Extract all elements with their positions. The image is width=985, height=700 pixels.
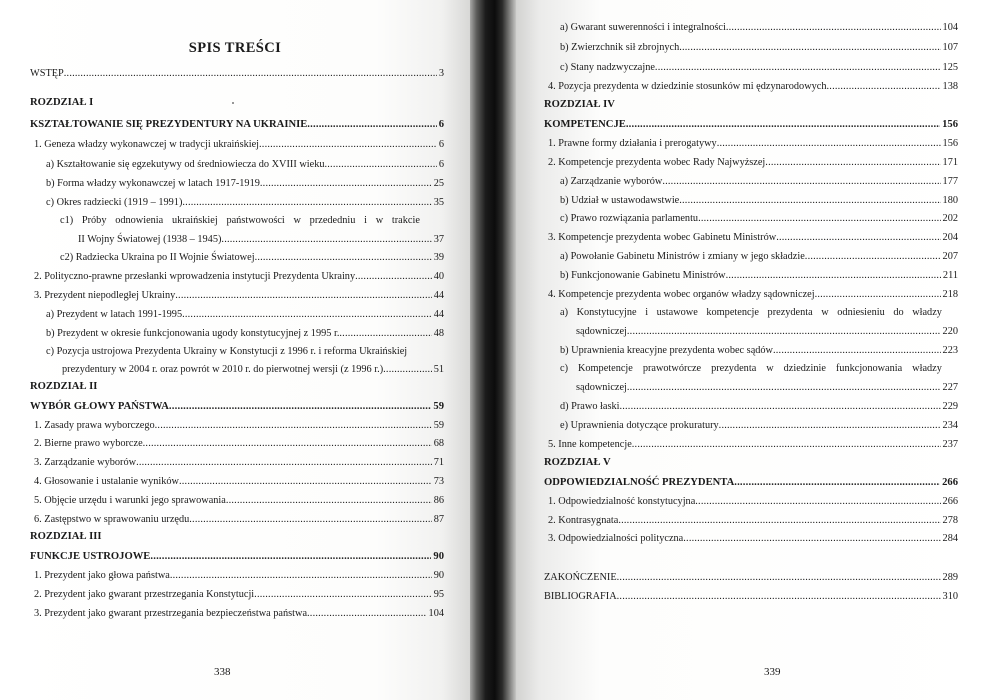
toc-entry-multiline-line2: sądowniczej ..... 220 bbox=[576, 325, 958, 338]
toc-entry: c2) Radziecka Ukraina po II Wojnie Światowej ..... 39 bbox=[60, 251, 444, 264]
toc-entry: 6. Zastępstwo w sprawowaniu urzędu ..... 87 bbox=[34, 513, 444, 526]
toc-entry: 2. Kontrasygnata ..... 278 bbox=[548, 514, 958, 527]
toc-entry: c) Okres radziecki (1919 – 1991) ..... 35 bbox=[46, 196, 444, 209]
toc-entry: b) Zwierzchnik sił zbrojnych ..... 107 bbox=[560, 41, 958, 54]
toc-entry: 5. Objęcie urzędu i warunki jego sprawowania ..... 86 bbox=[34, 494, 444, 507]
toc-entry: b) Uprawnienia kreacyjne prezydenta wobec sądów ..... 223 bbox=[560, 344, 958, 357]
toc-entry-multiline-line1: a) Konstytucyjne i ustawowe kompetencje prezydenta w odniesieniu do władzy bbox=[560, 307, 942, 318]
toc-entry: 4. Głosowanie i ustalanie wyników ..... 73 bbox=[34, 475, 444, 488]
toc-entry: 1. Prawne formy działania i prerogatywy ..... 156 bbox=[548, 137, 958, 150]
toc-entry: e) Uprawnienia dotyczące prokuratury ..... 234 bbox=[560, 419, 958, 432]
toc-entry: 5. Inne kompetencje ..... 237 bbox=[548, 438, 958, 451]
toc-entry: 2. Polityczno-prawne przesłanki wprowadzenia instytucji Prezydenta Ukrainy ..... 40 bbox=[34, 270, 444, 283]
right-page bbox=[516, 0, 985, 700]
toc-entry: a) Prezydent w latach 1991-1995 ..... 44 bbox=[46, 308, 444, 321]
toc-entry: 3. Kompetencje prezydenta wobec Gabinetu Ministrów ..... 204 bbox=[548, 231, 958, 244]
chapter-1-title: KSZTAŁTOWANIE SIĘ PREZYDENTURY NA UKRAINIE ..... 6 bbox=[30, 118, 444, 131]
toc-entry: 4. Kompetencje prezydenta wobec organów władzy sądowniczej ..... 218 bbox=[548, 288, 958, 301]
toc-entry: a) Powołanie Gabinetu Ministrów i zmiany w jego składzie ..... 207 bbox=[560, 250, 958, 263]
toc-entry: 2. Prezydent jako gwarant przestrzegania Konstytucji ..... 95 bbox=[34, 588, 444, 601]
toc-entry: b) Funkcjonowanie Gabinetu Ministrów ..... 211 bbox=[560, 269, 958, 282]
toc-entry-introduction: WSTĘP ..... 3 bbox=[30, 67, 444, 80]
page-number: 339 bbox=[764, 666, 781, 678]
book-gutter bbox=[470, 0, 516, 700]
toc-entry-bibliography: BIBLIOGRAFIA ..... 310 bbox=[544, 590, 958, 603]
toc-entry-multiline-line2: prezydentury w 2004 r. oraz powrót w 2010 r. do pierwotnej wersji (z 1996 r.) ..... 51 bbox=[62, 363, 444, 376]
toc-entry: a) Kształtowanie się egzekutywy od średniowiecza do XVIII wieku ..... 6 bbox=[46, 158, 444, 171]
toc-entry-conclusion: ZAKOŃCZENIE ..... 289 bbox=[544, 571, 958, 584]
toc-entry-multiline-line2: II Wojny Światowej (1938 – 1945) ..... 37 bbox=[78, 233, 444, 246]
toc-entry-multiline-line1: c1) Próby odnowienia ukraińskiej państwowości w przededniu i w trakcie bbox=[60, 215, 420, 226]
left-page bbox=[0, 0, 470, 700]
toc-entry: c) Stany nadzwyczajne ..... 125 bbox=[560, 61, 958, 74]
chapter-2-heading: ROZDZIAŁ II bbox=[30, 381, 98, 392]
toc-entry: a) Gwarant suwerenności i integralności ..... 104 bbox=[560, 21, 958, 34]
chapter-5-title: ODPOWIEDZIALNOŚĆ PREZYDENTA ..... 266 bbox=[544, 476, 958, 489]
toc-entry: b) Forma władzy wykonawczej w latach 1917-1919 ..... 25 bbox=[46, 177, 444, 190]
chapter-1-heading: ROZDZIAŁ I bbox=[30, 97, 94, 108]
toc-entry-multiline-line1: c) Kompetencje prawotwórcze prezydenta w dziedzinie funkcjonowania władzy bbox=[560, 363, 942, 374]
toc-entry: 3. Zarządzanie wyborów ..... 71 bbox=[34, 456, 444, 469]
toc-entry: d) Prawo łaski ..... 229 bbox=[560, 400, 958, 413]
page-number: 338 bbox=[214, 666, 231, 678]
toc-entry: 1. Zasady prawa wyborczego ..... 59 bbox=[34, 419, 444, 432]
toc-entry: b) Udział w ustawodawstwie ..... 180 bbox=[560, 194, 958, 207]
toc-entry: a) Zarządzanie wyborów ..... 177 bbox=[560, 175, 958, 188]
toc-entry: 2. Kompetencje prezydenta wobec Rady Najwyższej ..... 171 bbox=[548, 156, 958, 169]
toc-entry: 1. Odpowiedzialność konstytucyjna ..... 266 bbox=[548, 495, 958, 508]
toc-title: SPIS TREŚCI bbox=[188, 40, 282, 56]
chapter-4-heading: ROZDZIAŁ IV bbox=[544, 99, 615, 110]
chapter-2-title: WYBÓR GŁOWY PAŃSTWA ..... 59 bbox=[30, 400, 444, 413]
toc-entry: 3. Odpowiedzialności polityczna ..... 284 bbox=[548, 532, 958, 545]
chapter-3-title: FUNKCJE USTROJOWE ..... 90 bbox=[30, 550, 444, 563]
toc-entry: c) Prawo rozwiązania parlamentu ..... 202 bbox=[560, 212, 958, 225]
toc-entry-multiline-line1: c) Pozycja ustrojowa Prezydenta Ukrainy w Konstytucji z 1996 r. i reforma Ukraińskiej bbox=[46, 346, 408, 357]
toc-entry: 3. Prezydent niepodległej Ukrainy ..... 44 bbox=[34, 289, 444, 302]
chapter-5-heading: ROZDZIAŁ V bbox=[544, 457, 611, 468]
toc-entry: 1. Prezydent jako głowa państwa ..... 90 bbox=[34, 569, 444, 582]
chapter-4-title: KOMPETENCJE ..... 156 bbox=[544, 118, 958, 131]
chapter-3-heading: ROZDZIAŁ III bbox=[30, 531, 102, 542]
toc-entry: 4. Pozycja prezydenta w dziedzinie stosunków mi ędzynarodowych ..... 138 bbox=[548, 80, 958, 93]
toc-entry: 2. Bierne prawo wyborcze ..... 68 bbox=[34, 437, 444, 450]
toc-entry-multiline-line2: sądowniczej ..... 227 bbox=[576, 381, 958, 394]
print-speck bbox=[232, 102, 234, 104]
toc-entry: 1. Geneza władzy wykonawczej w tradycji ukraińskiej ..... 6 bbox=[34, 138, 444, 151]
toc-entry: b) Prezydent w okresie funkcjonowania ugody konstytucyjnej z 1995 r. ..... 48 bbox=[46, 327, 444, 340]
toc-entry: 3. Prezydent jako gwarant przestrzegania bezpieczeństwa państwa ..... 104 bbox=[34, 607, 444, 620]
